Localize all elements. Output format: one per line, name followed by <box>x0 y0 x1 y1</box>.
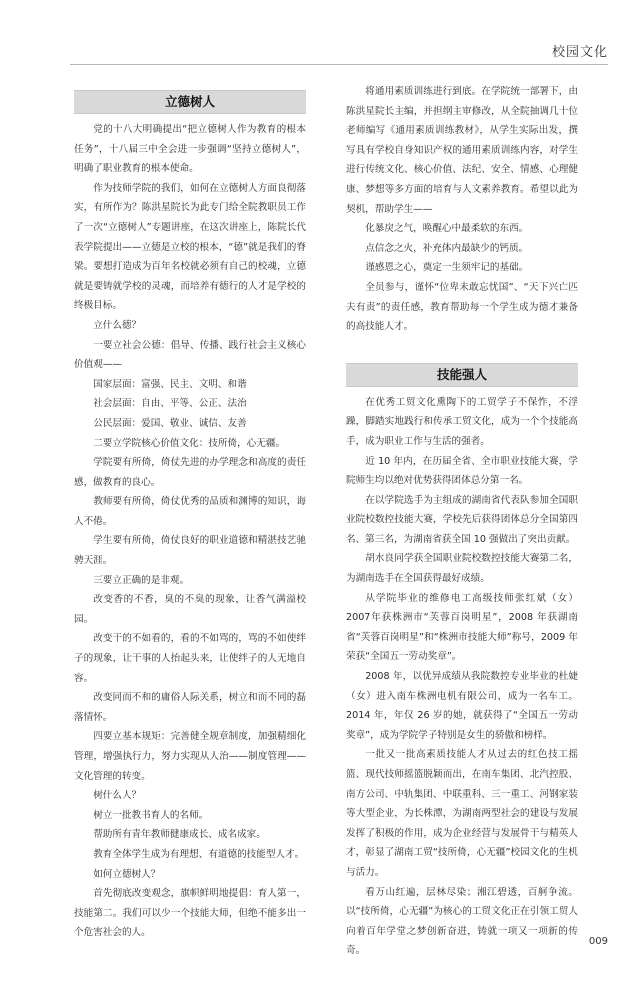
page-header <box>0 0 640 66</box>
page-number: 009 <box>588 936 608 947</box>
paragraph: 树立一批教书育人的名师。 <box>93 809 209 821</box>
left-column <box>74 82 306 943</box>
paragraph: 党的十八大明确提出“把立德树人作为教育的根本任务”，十八届三中全会进一步强调“坚持立德树人”，明确了职业教育的根本使命。 <box>74 124 306 175</box>
section-title-jineng-qiangren: 技能强人 <box>346 363 578 387</box>
paragraph: 教师要有所倚，倚仗优秀的品质和渊博的知识，诲人不倦。 <box>74 496 306 527</box>
section-spacer <box>346 337 578 363</box>
paragraph: 国家层面：富强、民主、文明、和谐 <box>93 378 247 390</box>
paragraph: 在以学院选手为主组成的湖南省代表队参加全国职业院校数控技能大赛，学校先后获得团体总分全国第四名、第三名，为湖南省获全国 10 强做出了突出贡献。 <box>346 494 578 545</box>
paragraph: 一要立社会公德：倡导、传播、践行社会主义核心价值观—— <box>74 339 306 371</box>
right-column <box>346 82 578 961</box>
paragraph: 改变干的不如看的，看的不如骂的，骂的不如使绊子的现象，让干事的人抬起头来，让使绊子的人无地自容。 <box>74 633 306 684</box>
paragraph: 立什么德？ <box>93 319 142 331</box>
paragraph: 教育全体学生成为有理想、有道德的技能型人才。 <box>93 848 305 860</box>
paragraph: 公民层面：爱国、敬业、诚信、友善 <box>93 417 247 429</box>
paragraph: 全员参与，谨怀“位卑未敢忘忧国”、“天下兴亡匹夫有责”的责任感，教育帮助每一个学生成为德才兼备的高技能人才。 <box>346 281 578 333</box>
paragraph: 2008 年，以优异成绩从我院数控专业毕业的杜婕（女）进入南车株洲电机有限公司，成为一名车工。2014 年，年仅 26 岁的她，就获得了“全国五一劳动奖章”，成为学院学子特别是女生的骄傲和榜样。 <box>346 671 578 741</box>
paragraph: 学院要有所倚，倚仗先进的办学理念和高度的责任感，做教育的良心。 <box>74 457 306 488</box>
header-divider <box>70 64 608 65</box>
paragraph: 在优秀工贸文化熏陶下的工贸学子不保怍，不浮躁，脚踏实地践行和传承工贸文化，成为一个个技能高手，成为职业工作与生活的强者。 <box>346 396 578 447</box>
paragraph: 社会层面：自由、平等、公正、法治 <box>93 398 247 410</box>
paragraph: 将通用素质训练进行到底。在学院统一部署下，由陈洪星院长主编，并担纲主审修改，从全院抽调几十位老师编写《通用素质训练教材》，从学生实际出发，撰写具有学校自身知识产权的通用素质训练内容，对学生进行传统文化、核心价值、法纪、安全、情感、心理健康、梦想等多方面的培育与人文素养教育。希望以此为契机，帮助学生—— <box>346 86 578 215</box>
paragraph: 树什么人？ <box>93 790 142 802</box>
paragraph: 从学院毕业的维修电工高级技师张红斌（女）2007年获株洲市“芙蓉百岗明星”，2008 年获湖南省“芙蓉百岗明星”和“株洲市技能大师”称号，2009 年荣获“全国五一劳动奖章”。 <box>346 592 578 663</box>
paragraph: 学生要有所倚，倚仗良好的职业道德和精湛技艺驰骋天涯。 <box>74 535 306 567</box>
paragraph: 谨感恩之心，奠定一生须牢记的基础。 <box>365 262 529 274</box>
paragraph: 如何立德树人？ <box>93 868 161 880</box>
paragraph: 三要立正确的是非观。 <box>93 574 190 586</box>
paragraph: 帮助所有青年教师健康成长、成名成家。 <box>93 829 266 841</box>
paragraph: 点信念之火，补充体内最缺少的钙质。 <box>365 242 529 254</box>
paragraph: 四要立基本规矩：完善健全规章制度，加强精细化管理，增强执行力，努力实现从人治——制度管理——文化管理的转变。 <box>74 731 306 782</box>
paragraph: 作为技师学院的我们，如何在立德树人方面良彻落实，有所作为？陈洪星院长为此专门给全院教职员工作了一次“立德树人”专题讲座，在这次讲座上，陈院长代表学院提出——立德是立校的根本，“德”就是我们的脊梁。要想打造成为百年名校就必须有自己的校魂，立德就是要铸就学校的灵魂，而培养有德行的人才是学校的终极目标。 <box>74 182 306 312</box>
running-header-title: 校园文化 <box>551 45 608 60</box>
paragraph: 看万山红遍，层林尽染；湘江碧透，百舸争流。以“技所倚，心无疆”为核心的工贸文化正在引领工贸人向着百年学堂之梦创新奋进，铸就一项又一项新的传奇。 <box>346 886 578 957</box>
paragraph: 一批又一批高素质技能人才从过去的红色技工摇篮、现代技师摇篮脱颖而出，在南车集团、北汽控股、南方公司、中轨集团、中联重科、三一重工、河钢家装等大型企业，为长株潭，为湖南两型社会的建设与发展发挥了积极的作用，成为企业经营与发展骨干与精英人才，彰显了湖南工贸“技所倚，心无疆”校园文化的生机与活力。 <box>346 749 578 878</box>
section-title-lide-shuren: 立德树人 <box>74 90 306 114</box>
paragraph: 化暴戾之气，唤醒心中最柔软的东西。 <box>365 223 529 235</box>
paragraph: 胡水良同学获全国职业院校数控技能大赛第二名，为湖南选手在全国获得最好成绩。 <box>346 553 578 585</box>
paragraph: 改变香的不香，臭的不臭的现象，让香气满溢校园。 <box>74 594 306 625</box>
paragraph: 二要立学院核心价值文化：技所倚，心无疆。 <box>93 437 286 449</box>
paragraph: 首先彻底改变观念，旗帜鲜明地提倡：育人第一，技能第二。我们可以少一个技能大师，但绝不能多出一个危害社会的人。 <box>74 888 306 939</box>
paragraph: 改变同而不和的庸俗人际关系，树立和而不同的磊落情怀。 <box>74 692 306 723</box>
paragraph: 近 10 年内，在历届全省、全市职业技能大赛，学院师生均以绝对优势获得团体总分第一名。 <box>346 455 578 487</box>
